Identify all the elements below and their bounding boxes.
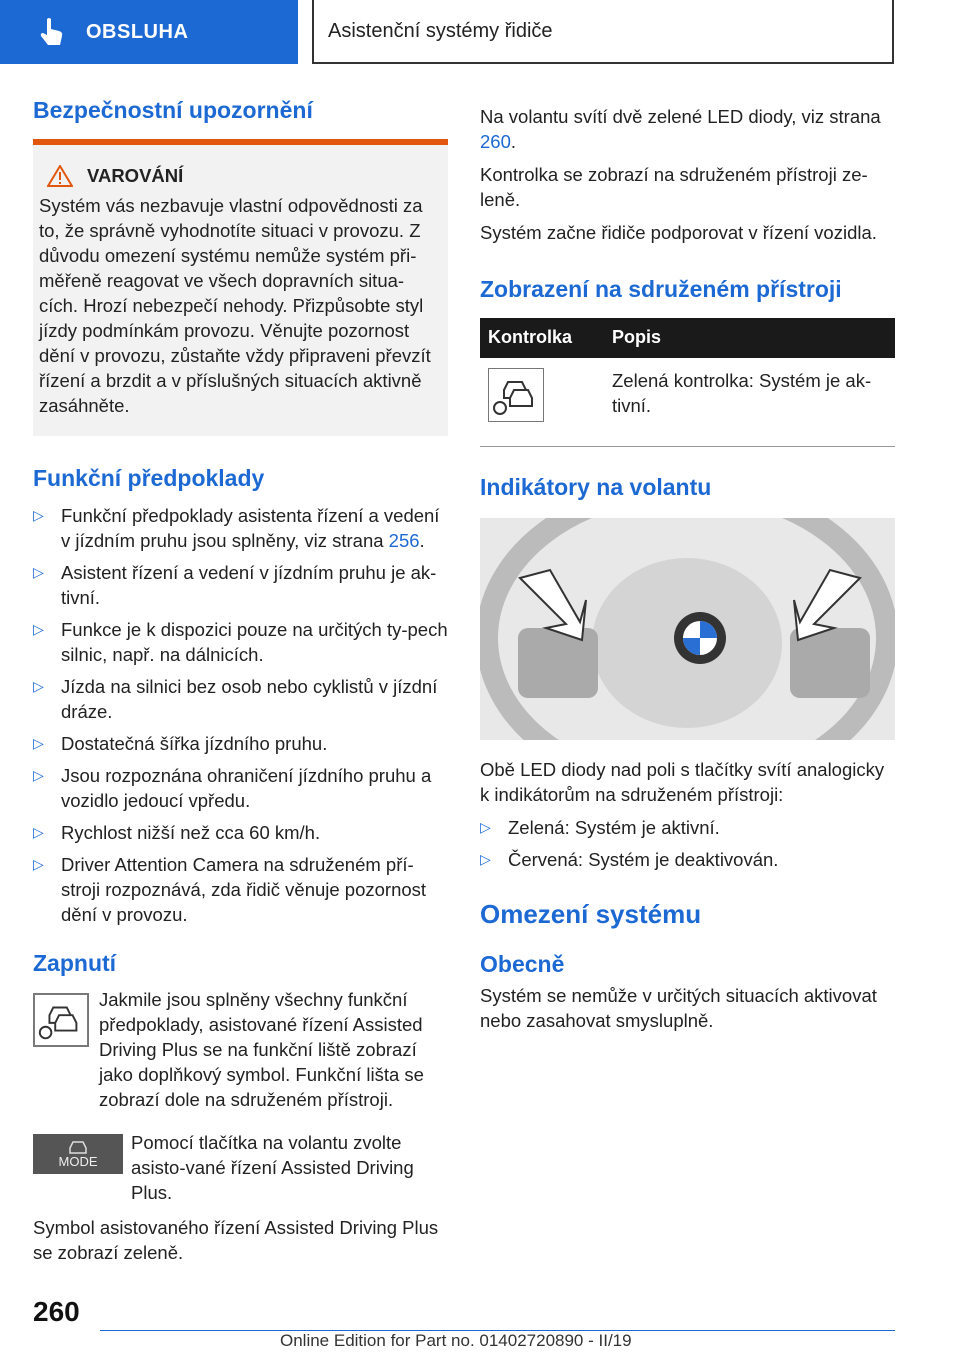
warning-triangle-icon — [47, 165, 73, 187]
table-row — [480, 358, 895, 447]
bullet-triangle-icon: ▷ — [33, 766, 44, 783]
assist-symbol-row — [33, 989, 448, 1112]
intro-2: Kontrolka se zobrazí na sdruženém přístroji ze-leně. — [480, 164, 868, 210]
steering-wheel-image — [480, 518, 895, 740]
general-text: Systém se nemůže v určitých situacích aktivovat nebo zasahovat smysluplně. — [480, 984, 877, 1031]
bullet-triangle-icon: ▷ — [33, 677, 44, 694]
bullet-triangle-icon: ▷ — [480, 818, 491, 835]
limits-heading: Omezení systému — [480, 898, 702, 929]
list-item: ▷ Asistent řízení a vedení v jízdním pruhu je ak-tivní. — [33, 561, 437, 608]
mode-button-label: MODE — [58, 1153, 98, 1169]
table-header: Popis — [604, 318, 895, 358]
page-header — [0, 0, 960, 66]
warning-box — [33, 139, 448, 436]
bullet-triangle-icon: ▷ — [33, 855, 44, 872]
page-link[interactable]: 260 — [480, 131, 511, 152]
section-tab[interactable] — [0, 0, 298, 64]
section-tab-label: OBSLUHA — [86, 20, 189, 43]
warning-text: Systém vás nezbavuje vlastní odpovědnosti za to, že správně vyhodnotíte situaci v provozu. Z důvodu omezení systému nemůže systém při-měřeně reagovat ve všech dopravních situa-cích. Hrozí nebezpečí nehody. Přizpůsobte styl jízdy podmínkám provozu. Věnujte pozornost dění v provozu, zůstaňte vždy připraveni převzít řízení a brzdit a v příslušných situacích aktivně zasáhněte. — [39, 194, 431, 416]
bullet-triangle-icon: ▷ — [33, 506, 44, 523]
car-icon — [67, 1140, 89, 1154]
list-item: ▷ Funkce je k dispozici pouze na určitých ty-pech silnic, např. na dálnicích. — [33, 618, 448, 665]
mode-button[interactable] — [33, 1134, 123, 1174]
list-item: ▷ Červená: Systém je deaktivován. — [480, 848, 779, 870]
breadcrumb: Asistenční systémy řidiče — [312, 0, 894, 64]
left-column — [33, 96, 448, 1265]
bullet-triangle-icon: ▷ — [33, 563, 44, 580]
table-desc: Zelená kontrolka: Systém je ak-tivní. — [604, 358, 895, 447]
indicators-heading: Indikátory na volantu — [480, 473, 712, 500]
assisted-driving-icon — [33, 993, 89, 1047]
mode-row — [33, 1130, 448, 1205]
intro-3: Systém začne řidiče podporovat v řízení vozidla. — [480, 222, 877, 243]
list-item: ▷ Driver Attention Camera na sdruženém pří-stroji rozpoznává, zda řidič věnuje pozornost dění v provozu. — [33, 853, 427, 925]
right-column — [480, 104, 895, 1033]
on-text-2: Pomocí tlačítka na volantu zvolte asisto-vané řízení Assisted Driving Plus. — [131, 1132, 414, 1204]
hand-pointer-icon — [38, 17, 66, 47]
bullet-triangle-icon: ▷ — [33, 734, 44, 751]
led-text: Obě LED diody nad poli s tlačítky svítí analogicky k indikátorům na sdruženém přístroji: — [480, 758, 885, 805]
safety-heading: Bezpečnostní upozornění — [33, 97, 313, 123]
prereq-heading: Funkční předpoklady — [33, 464, 265, 491]
on-heading: Zapnutí — [33, 949, 117, 976]
prereq-list — [33, 503, 448, 927]
bullet-triangle-icon: ▷ — [33, 823, 44, 840]
indicator-table — [480, 318, 895, 447]
list-item: ▷ Dostatečná šířka jízdního pruhu. — [33, 732, 328, 754]
list-item: ▷ Jízda na silnici bez osob nebo cyklistů v jízdní dráze. — [33, 675, 438, 722]
page-link[interactable]: 256 — [388, 529, 420, 551]
bullet-triangle-icon: ▷ — [33, 620, 44, 637]
on-text-3: Symbol asistovaného řízení Assisted Driving Plus se zobrazí zeleně. — [33, 1217, 439, 1264]
intro-1: Na volantu svítí dvě zelené LED diody, viz strana 260. — [480, 106, 881, 152]
on-text-1: Jakmile jsou splněny všechny funkční předpoklady, asistované řízení Assisted Driving Plus se na funkční liště zobrazí jako doplňkový symbol. Funkční lišta se zobrazí dole na sdruženém přístroji. — [99, 989, 424, 1111]
list-item: ▷ Zelená: Systém je aktivní. — [480, 816, 720, 838]
page-number: 260 — [33, 1296, 80, 1327]
list-item: ▷ Rychlost nižší než cca 60 km/h. — [33, 821, 321, 843]
list-item: ▷ Funkční předpoklady asistenta řízení a vedení v jízdním pruhu jsou splněny, viz strana 256. — [33, 504, 440, 551]
assisted-driving-icon — [488, 368, 544, 422]
warning-title: VAROVÁNÍ — [87, 164, 184, 186]
bullet-triangle-icon: ▷ — [480, 850, 491, 867]
warning-header — [39, 165, 442, 187]
led-list — [480, 815, 895, 872]
table-header: Kontrolka — [480, 318, 604, 358]
edition-text: Online Edition for Part no. 01402720890 - II/19 — [280, 1331, 632, 1350]
list-item: ▷ Jsou rozpoznána ohraničení jízdního pruhu a vozidlo jedoucí vpředu. — [33, 764, 432, 811]
display-heading: Zobrazení na sdruženém přístroji — [480, 276, 842, 302]
general-heading: Obecně — [480, 951, 565, 977]
